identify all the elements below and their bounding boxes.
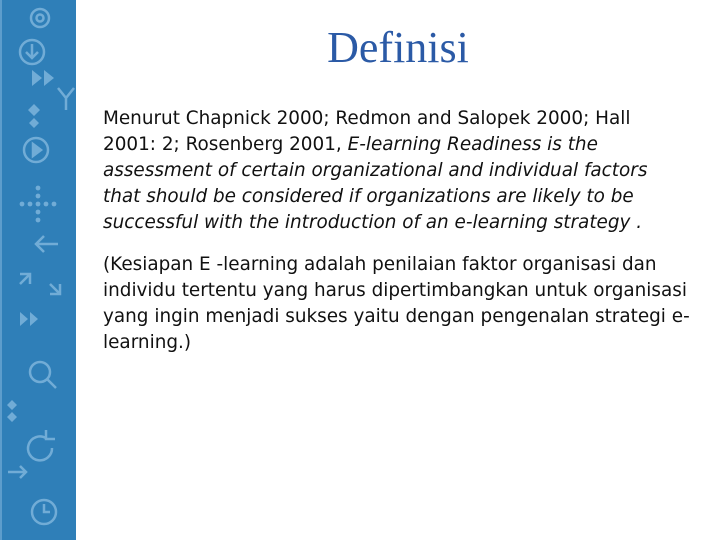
diamond-small-icon <box>7 400 17 422</box>
citation-text: Menurut Chapnick 2000; Redmon and Salopek 2000; Hall 2001: 2; Rosenberg 2001, <box>103 108 631 155</box>
expand-icon <box>20 274 60 294</box>
plus-icon <box>20 186 57 223</box>
sidebar-pattern <box>0 0 76 540</box>
refresh-icon <box>28 430 55 460</box>
arrow-left-icon <box>36 236 58 252</box>
decorative-sidebar <box>0 0 76 540</box>
clock-icon <box>32 500 56 524</box>
paragraph-definition-indonesian: (Kesiapan E -learning adalah penilaian faktor organisasi dan individu tertentu yang harus dipertimbangkan untuk organisasi yang ingin menjadi sukses yaitu dengan pengenalan strategi e-learning.) <box>103 254 690 353</box>
fast-forward-small-icon <box>20 312 38 326</box>
slide-body <box>103 106 693 372</box>
share-icon <box>58 88 74 110</box>
fast-forward-icon <box>32 70 54 86</box>
diamond-arrows-icon <box>28 104 40 128</box>
arrows-icon <box>8 466 26 478</box>
gear-icon <box>31 9 49 27</box>
slide-title: Definisi <box>327 23 469 72</box>
search-icon <box>30 362 56 388</box>
definition-italic-text: E-learning Readiness is the assessment of certain organizational and individual factors that should be considered if organizations are likely to be successful with the introduction of an e-learning strategy . <box>103 134 648 233</box>
paragraph-definition-english <box>103 106 683 236</box>
play-circle-icon <box>24 138 48 162</box>
download-icon <box>20 40 44 64</box>
